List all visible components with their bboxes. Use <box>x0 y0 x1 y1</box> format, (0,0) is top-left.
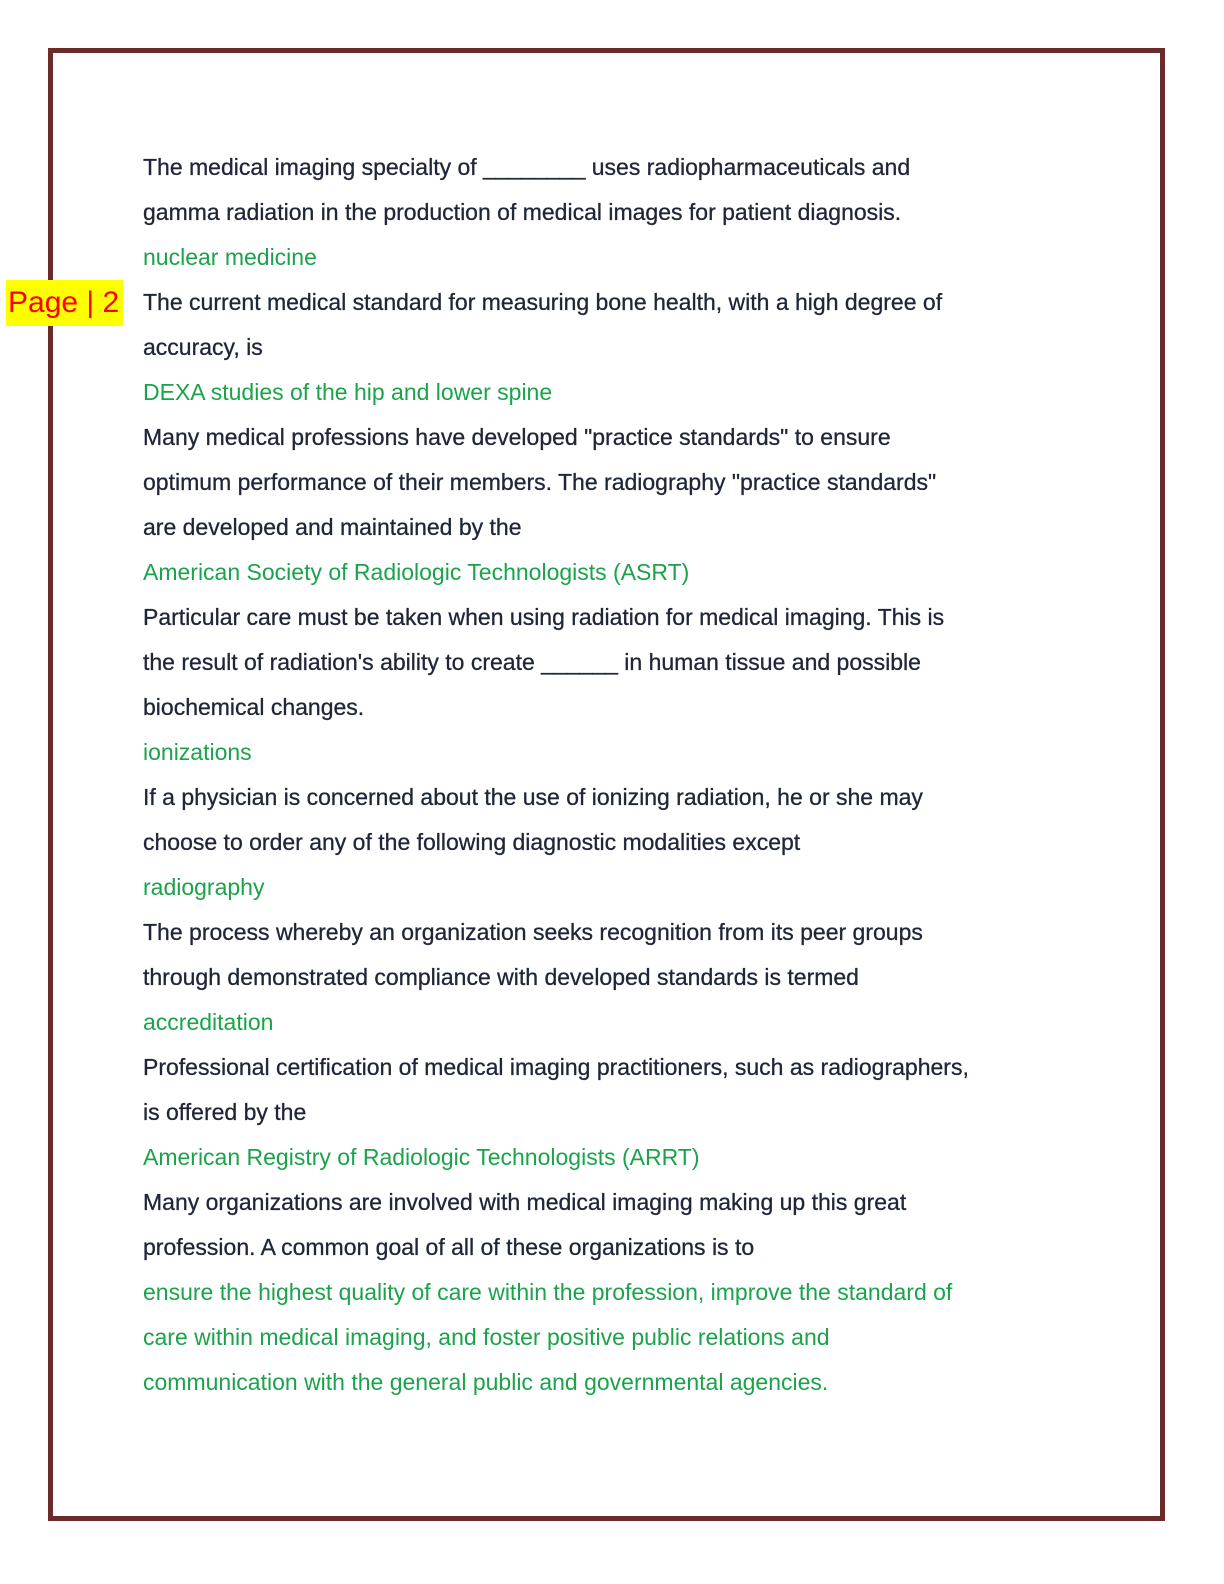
qa-item <box>143 775 1078 910</box>
question-text-line: is offered by the <box>143 1099 307 1125</box>
question-text-line: Professional certification of medical imaging practitioners, such as radiographers, <box>143 1054 969 1080</box>
answer-text-line: care within medical imaging, and foster positive public relations and <box>143 1324 830 1350</box>
qa-item <box>143 595 1078 775</box>
question-text-line: optimum performance of their members. The radiography "practice standards" <box>143 469 937 495</box>
answer-text-line: DEXA studies of the hip and lower spine <box>143 379 553 405</box>
qa-item <box>143 1045 1078 1180</box>
qa-item <box>143 415 1078 595</box>
question-text-line: The medical imaging specialty of ________ uses radiopharmaceuticals and <box>143 154 911 180</box>
question-text-line: profession. A common goal of all of these organizations is to <box>143 1234 755 1260</box>
question-text-line: the result of radiation's ability to create ______ in human tissue and possible <box>143 649 921 675</box>
answer-text-line: radiography <box>143 874 265 900</box>
question-text-line: accuracy, is <box>143 334 263 360</box>
question-text-line: Many organizations are involved with medical imaging making up this great <box>143 1189 907 1215</box>
question-text-line: The process whereby an organization seeks recognition from its peer groups <box>143 919 923 945</box>
qa-item <box>143 280 1078 415</box>
qa-item <box>143 910 1078 1045</box>
answer-text-line: nuclear medicine <box>143 244 317 270</box>
question-text-line: are developed and maintained by the <box>143 514 522 540</box>
question-text-line: choose to order any of the following diagnostic modalities except <box>143 829 801 855</box>
question-text-line: If a physician is concerned about the use of ionizing radiation, he or she may <box>143 784 923 810</box>
page-number-label: Page | 2 <box>6 280 123 326</box>
question-text-line: through demonstrated compliance with developed standards is termed <box>143 964 859 990</box>
question-text-line: Many medical professions have developed "practice standards" to ensure <box>143 424 891 450</box>
qa-item <box>143 145 1078 280</box>
answer-text-line: American Registry of Radiologic Technologists (ARRT) <box>143 1144 700 1170</box>
answer-text-line: American Society of Radiologic Technologists (ASRT) <box>143 559 690 585</box>
answer-text-line: communication with the general public and governmental agencies. <box>143 1369 829 1395</box>
question-answer-list <box>143 145 1078 1405</box>
question-text-line: Particular care must be taken when using radiation for medical imaging. This is <box>143 604 945 630</box>
question-text-line: The current medical standard for measuring bone health, with a high degree of <box>143 289 943 315</box>
answer-text-line: accreditation <box>143 1009 274 1035</box>
answer-text-line: ionizations <box>143 739 252 765</box>
question-text-line: gamma radiation in the production of medical images for patient diagnosis. <box>143 199 902 225</box>
question-text-line: biochemical changes. <box>143 694 365 720</box>
qa-item <box>143 1180 1078 1405</box>
answer-text-line: ensure the highest quality of care within the profession, improve the standard of <box>143 1279 953 1305</box>
